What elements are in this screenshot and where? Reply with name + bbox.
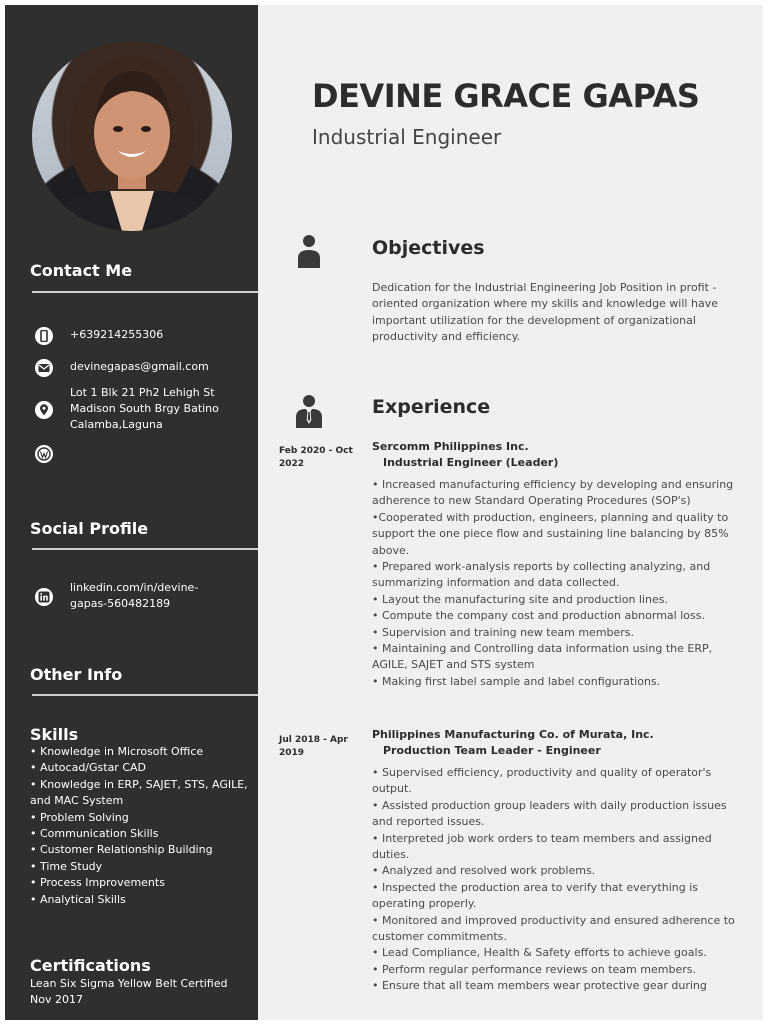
profile-photo-illustration [32, 41, 232, 231]
job-date: Feb 2020 - Oct 2022 [279, 446, 353, 469]
skill-item: • Knowledge in ERP, SAJET, STS, AGILE, and MAC System [30, 777, 248, 808]
list-item: • Lead Compliance, Health & Safety efforts to achieve goals. [372, 946, 707, 960]
list-item: • Assisted production group leaders with daily production issues and reported issues. [372, 798, 727, 829]
skill-item: • Process Improvements [30, 876, 165, 890]
certifications-list [30, 976, 252, 1009]
linkedin-icon [35, 588, 53, 606]
list-item: • Monitored and improved productivity and ensured adherence to customer commitments. [372, 913, 735, 944]
list-item: • Prepared work-analysis reports by collecting analyzing, and summarizing information and data collected. [372, 560, 711, 590]
list-item: • Interpreted job work orders to team members and assigned duties. [372, 831, 712, 862]
postal-address: Lot 1 Blk 21 Ph2 Lehigh St Madison South Brgy Batino Calamba,Laguna [70, 386, 219, 431]
location-pin-icon [35, 401, 53, 419]
list-item: •Cooperated with production, engineers, planning and quality to support the one piece flow and sustaining line balancing by 85% above. [372, 510, 729, 557]
candidate-name: DEVINE GRACE GAPAS [312, 77, 700, 115]
email-address[interactable]: devinegapas@gmail.com [70, 360, 209, 373]
job-company: Philippines Manufacturing Co. of Murata, Inc. [372, 728, 654, 741]
skill-item: • Time Study [30, 859, 103, 873]
list-item: • Maintaining and Controlling data information using the ERP, AGILE, SAJET and STS system [372, 642, 713, 672]
phone-number[interactable]: +639214255306 [70, 328, 164, 341]
list-item: • Increased manufacturing efficiency by developing and ensuring adherence to new Standard Operating Procedures (SOP's) [372, 478, 734, 508]
phone-icon [35, 327, 53, 345]
social-divider [32, 548, 258, 550]
list-item: • Supervised efficiency, productivity and quality of operator's output. [372, 766, 712, 796]
job-date: Jul 2018 - Apr 2019 [279, 735, 348, 758]
experience-heading: Experience [372, 396, 491, 418]
skill-item: • Problem Solving [30, 810, 129, 824]
businessman-icon [295, 394, 323, 428]
profile-photo [32, 41, 232, 231]
other-info-heading: Other Info [30, 665, 123, 684]
skills-heading: Skills [30, 725, 79, 744]
certifications-heading: Certifications [30, 956, 151, 975]
list-item: • Perform regular performance reviews on team members. [372, 962, 696, 976]
job-role: Industrial Engineer (Leader) [383, 456, 559, 469]
job-bullets [372, 765, 747, 995]
certification-name: Lean Six Sigma Yellow Belt Certified [30, 977, 228, 990]
objectives-text: Dedication for the Industrial Engineering Job Position in profit - oriented organization where my skills and knowledge will have important utilization for the development of organizational productivity and efficiency. [372, 281, 718, 344]
resume-page [5, 5, 763, 1020]
skill-item: • Communication Skills [30, 827, 159, 841]
wordpress-icon[interactable] [35, 445, 53, 463]
candidate-title: Industrial Engineer [312, 125, 502, 149]
social-heading: Social Profile [30, 519, 149, 538]
skill-item: • Customer Relationship Building [30, 843, 213, 857]
list-item: • Supervision and training new team members. [372, 625, 635, 639]
sidebar [5, 5, 258, 1020]
person-icon [295, 234, 323, 268]
job-company: Sercomm Philippines Inc. [372, 440, 529, 453]
skill-item: • Analytical Skills [30, 892, 126, 906]
list-item: • Ensure that all team members wear protective gear during [372, 979, 707, 993]
job-role: Production Team Leader - Engineer [383, 744, 601, 757]
objectives-heading: Objectives [372, 237, 485, 259]
other-info-divider [32, 694, 258, 696]
list-item: • Inspected the production area to verify that everything is operating properly. [372, 880, 698, 911]
contact-divider [32, 291, 258, 293]
skill-item: • Autocad/Gstar CAD [30, 761, 147, 775]
list-item: • Analyzed and resolved work problems. [372, 864, 596, 878]
contact-heading: Contact Me [30, 261, 133, 280]
list-item: • Compute the company cost and production abnormal loss. [372, 609, 705, 623]
job-bullets [372, 477, 747, 690]
linkedin-url[interactable]: linkedin.com/in/devine-gapas-560482189 [70, 581, 199, 610]
list-item: • Layout the manufacturing site and production lines. [372, 592, 668, 606]
skills-list [30, 744, 252, 908]
certification-date: Nov 2017 [30, 993, 83, 1007]
email-icon [35, 359, 53, 377]
skill-item: • Knowledge in Microsoft Office [30, 745, 204, 758]
list-item: • Making first label sample and label configurations. [372, 674, 661, 688]
